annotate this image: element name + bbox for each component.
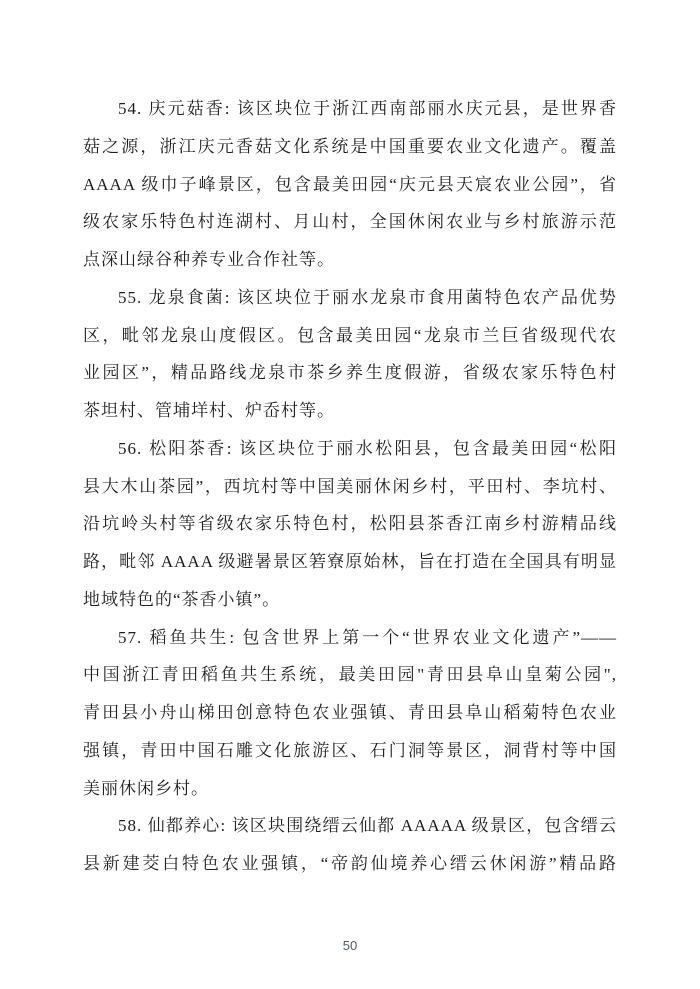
paragraph-54 <box>83 90 617 279</box>
page-number: 50 <box>342 938 358 953</box>
paragraph-55 <box>83 279 617 430</box>
paragraph-56-line-5: 地域特色的“茶香小镇”。 <box>83 589 281 609</box>
paragraph-57-line-5: 美丽休闲乡村。 <box>83 778 209 798</box>
paragraph-58 <box>83 807 617 883</box>
paragraph-54-line-4: 级农家乐特色村连湖村、月山村，全国休闲农业与乡村旅游示范 <box>83 212 617 232</box>
paragraph-57-line-3: 青田县小舟山梯田创意特色农业强镇、青田县阜山稻菊特色农业 <box>83 703 617 722</box>
paragraph-55-line-1: 55. 龙泉食菌: 该区块位于丽水龙泉市食用菌特色农产品优势 <box>118 287 617 307</box>
paragraph-54-line-2: 菇之源，浙江庆元香菇文化系统是中国重要农业文化遗产。覆盖 <box>83 136 617 156</box>
paragraph-58-line-1: 58. 仙都养心: 该区块围绕缙云仙都 AAAAA 级景区，包含缙云 <box>118 816 617 836</box>
paragraph-54-line-3: AAAA 级巾子峰景区，包含最美田园“庆元县天宸农业公园”，省 <box>83 174 617 194</box>
paragraph-56 <box>83 430 617 619</box>
paragraph-56-line-1: 56. 松阳茶香: 该区块位于丽水松阳县，包含最美田园“松阳 <box>118 438 617 458</box>
paragraph-57-line-2: 中国浙江青田稻鱼共生系统，最美田园"青田县阜山皇菊公园", <box>83 665 617 685</box>
paragraph-54-line-1: 54. 庆元菇香: 该区块位于浙江西南部丽水庆元县，是世界香 <box>118 99 617 118</box>
paragraph-57-line-1: 57. 稻鱼共生: 包含世界上第一个“世界农业文化遗产”—— <box>118 627 617 647</box>
document-body <box>83 90 617 883</box>
paragraph-57-line-4: 强镇，青田中国石雕文化旅游区、石门洞等景区，洞背村等中国 <box>83 740 617 760</box>
paragraph-55-line-3: 业园区”，精品路线龙泉市茶乡养生度假游，省级农家乐特色村 <box>83 363 617 383</box>
paragraph-56-line-3: 沿坑岭头村等省级农家乐特色村，松阳县茶香江南乡村游精品线 <box>83 514 617 534</box>
paragraph-54-line-5: 点深山绿谷种养专业合作社等。 <box>83 250 335 269</box>
paragraph-56-line-2: 县大木山茶园”，西坑村等中国美丽休闲乡村，平田村、李坑村、 <box>83 476 617 496</box>
paragraph-56-line-4: 路，毗邻 AAAA 级避暑景区箬寮原始林，旨在打造在全国具有明显 <box>83 552 617 571</box>
paragraph-57 <box>83 619 617 808</box>
paragraph-55-line-2: 区，毗邻龙泉山度假区。包含最美田园“龙泉市兰巨省级现代农 <box>83 325 617 345</box>
paragraph-58-line-2: 县新建茭白特色农业强镇，“帝韵仙境养心缙云休闲游”精品路 <box>83 854 617 873</box>
paragraph-55-line-4: 茶坦村、管埔垟村、炉岙村等。 <box>83 401 335 420</box>
